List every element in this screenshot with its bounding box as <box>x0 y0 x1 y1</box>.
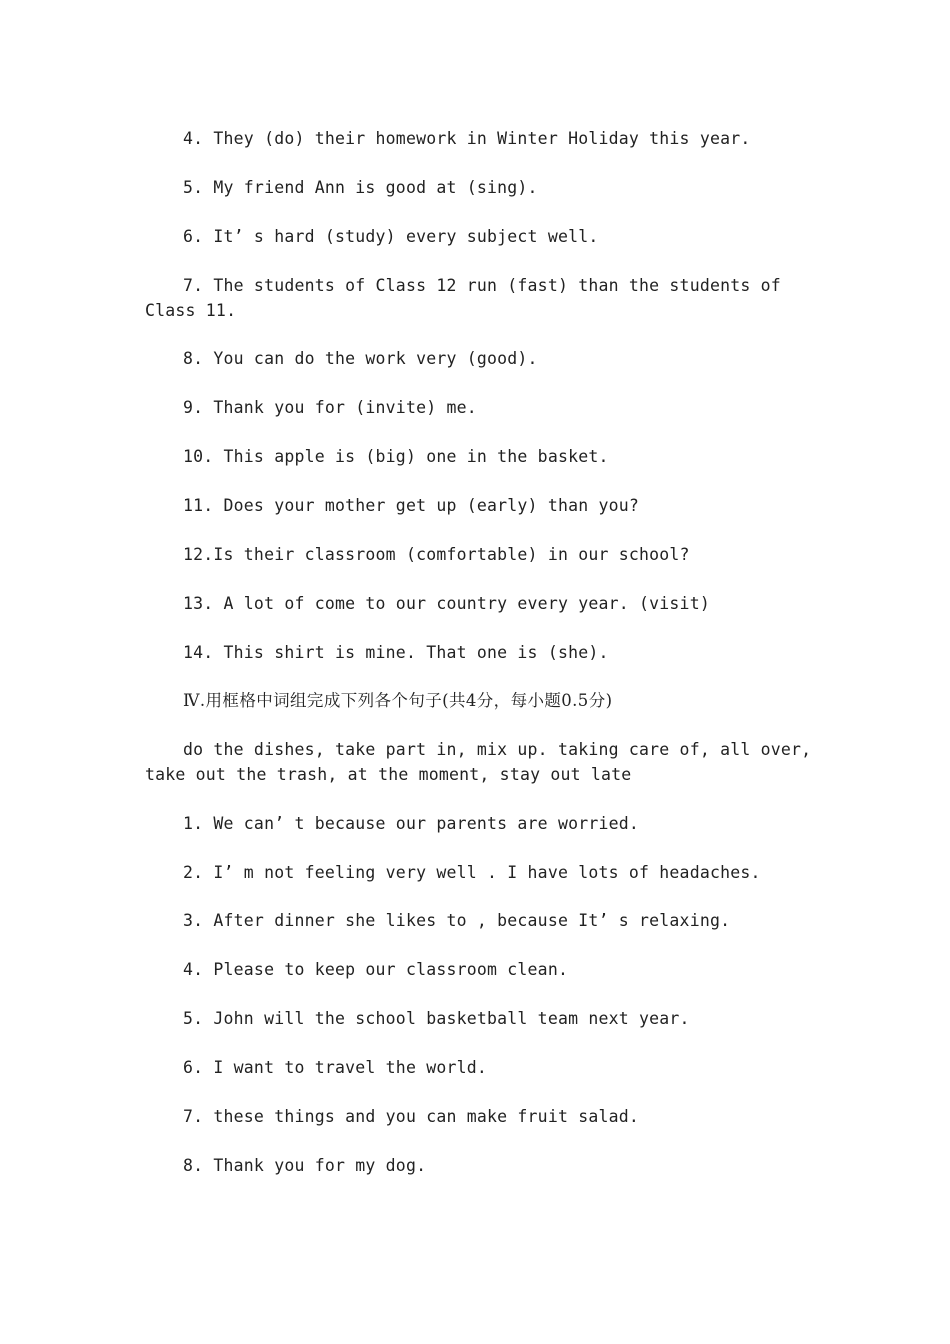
exercise-item-12: 12.Is their classroom (comfortable) in our school? <box>183 545 690 564</box>
phrase-item-4: 4. Please to keep our classroom clean. <box>183 960 569 979</box>
exercise-item-7: 7. The students of Class 12 run (fast) than the students of Class 11. <box>145 276 792 320</box>
phrase-item-3: 3. After dinner she likes to , because It’ s relaxing. <box>183 911 731 930</box>
exercise-item-11: 11. Does your mother get up (early) than you? <box>183 496 640 515</box>
exercise-item-4: 4. They (do) their homework in Winter Holiday this year. <box>183 129 751 148</box>
word-box: do the dishes, take part in, mix up. taking care of, all over, take out the trash, at the moment, stay out late <box>145 740 822 784</box>
phrase-item-6: 6. I want to travel the world. <box>183 1058 488 1077</box>
exercise-item-13: 13. A lot of come to our country every year. (visit) <box>183 594 710 613</box>
section-heading: Ⅳ.用框格中词组完成下列各个句子(共4分，每小题0.5分) <box>183 691 613 710</box>
phrase-item-5: 5. John will the school basketball team next year. <box>183 1009 690 1028</box>
exercise-item-8: 8. You can do the work very (good). <box>183 349 538 368</box>
phrase-item-8: 8. Thank you for my dog. <box>183 1156 427 1175</box>
phrase-item-1: 1. We can’ t because our parents are worried. <box>183 814 640 833</box>
exercise-item-5: 5. My friend Ann is good at (sing). <box>183 178 538 197</box>
phrase-item-2: 2. I’ m not feeling very well . I have lots of headaches. <box>183 863 761 882</box>
exercise-item-6: 6. It’ s hard (study) every subject well. <box>183 227 599 246</box>
exercise-item-14: 14. This shirt is mine. That one is (she). <box>183 643 609 662</box>
phrase-item-7: 7. these things and you can make fruit salad. <box>183 1107 640 1126</box>
exercise-item-9: 9. Thank you for (invite) me. <box>183 398 477 417</box>
exercise-item-10: 10. This apple is (big) one in the basket. <box>183 447 609 466</box>
